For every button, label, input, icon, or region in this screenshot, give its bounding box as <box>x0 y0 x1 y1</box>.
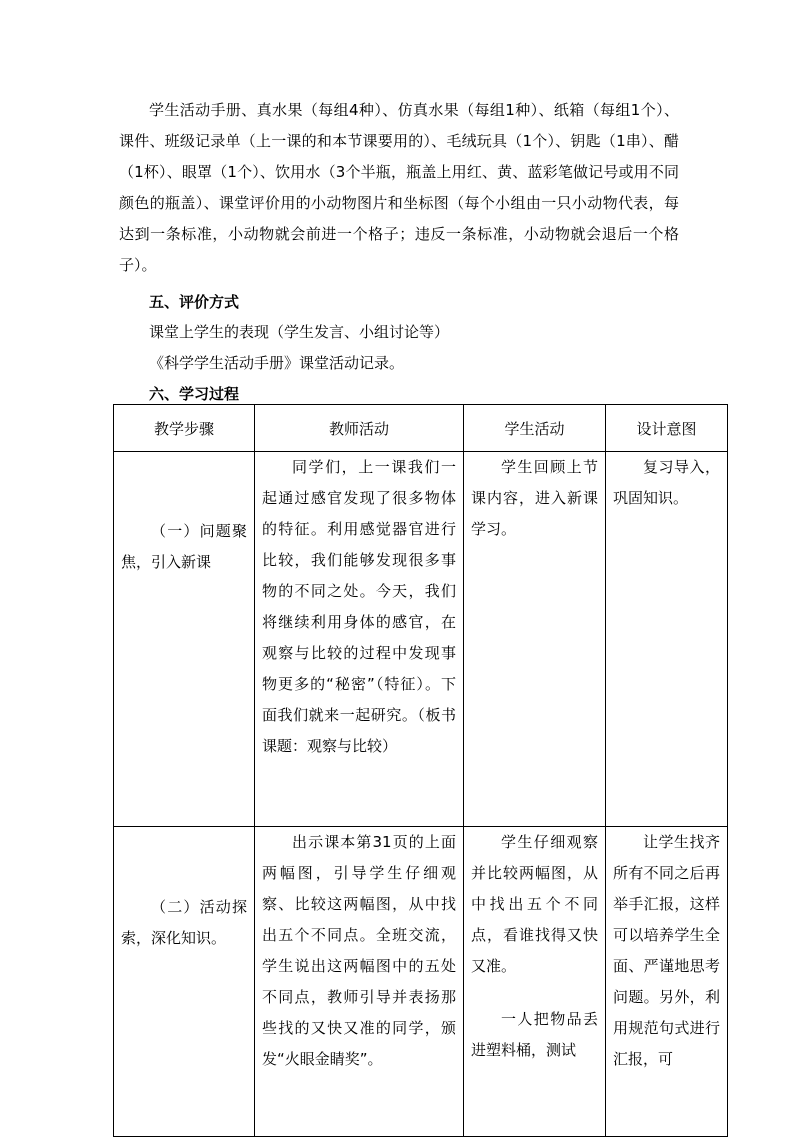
teacher-cell <box>255 452 464 827</box>
process-heading: 六、学习过程 <box>149 385 240 403</box>
intent-cell <box>606 452 728 827</box>
column-header-step: 教学步骤 <box>114 405 255 452</box>
step-text: （一）问题聚焦，引入新课 <box>121 522 247 571</box>
student-cell <box>464 827 606 1137</box>
step-text: （二）活动探索，深化知识。 <box>121 898 247 947</box>
evaluation-line-1: 课堂上学生的表现（学生发言、小组讨论等） <box>149 323 450 341</box>
intent-cell <box>606 827 728 1137</box>
column-header-student: 学生活动 <box>464 405 606 452</box>
student-activity-text: 学生回顾上节课内容，进入新课学习。 <box>471 458 598 538</box>
step-cell <box>114 827 255 1137</box>
step-cell <box>114 452 255 827</box>
teacher-activity-text: 同学们，上一课我们一起通过感官发现了很多物体的特征。利用感觉器官进行比较，我们能够发现很多事物的不同之处。今天，我们将继续利用身体的感官，在观察与比较的过程中发现事物更多的“秘密”（特征）。下面我们就来一起研究。（板书课题：观察与比较） <box>262 458 456 755</box>
design-intent-text: 让学生找齐所有不同之后再举手汇报，这样可以培养学生全面、严谨地思考问题。另外，利用规范句式进行汇报，可 <box>613 833 720 1068</box>
design-intent-text: 复习导入，巩固知识。 <box>613 458 720 507</box>
column-header-teacher: 教师活动 <box>255 405 464 452</box>
student-activity-text: 学生仔细观察并比较两幅图，从中找出五个不同点，看谁找得又快又准。 <box>471 833 598 975</box>
student-activity-text-continued: 一人把物品丢进塑料桶，测试 <box>471 1010 598 1059</box>
evaluation-heading: 五、评价方式 <box>149 293 240 311</box>
student-cell <box>464 452 606 827</box>
table-row <box>114 827 728 1137</box>
teacher-activity-text: 出示课本第31页的上面两幅图，引导学生仔细观察、比较这两幅图，从中找出五个不同点。全班交流，学生说出这两幅图中的五处不同点，教师引导并表扬那些找的又快又准的同学，颁发“火眼金睛奖”。 <box>262 833 456 1068</box>
teacher-cell <box>255 827 464 1137</box>
learning-process-table <box>113 404 728 1137</box>
table-row <box>114 452 728 827</box>
table-header-row <box>114 405 728 452</box>
materials-paragraph: 学生活动手册、真水果（每组4种）、仿真水果（每组1种）、纸箱（每组1个）、课件、班级记录单（上一课的和本节课要用的）、毛绒玩具（1个）、钥匙（1串）、醋（1杯）、眼罩（1个）、饮用水（3个半瓶，瓶盖上用红、黄、蓝彩笔做记号或用不同颜色的瓶盖）、课堂评价用的小动物图片和坐标图（每个小组由一只小动物代表，每达到一条标准，小动物就会前进一个格子；违反一条标准，小动物就会退后一个格子）。 <box>119 101 679 274</box>
evaluation-line-2: 《科学学生活动手册》课堂活动记录。 <box>149 354 405 372</box>
column-header-intent: 设计意图 <box>606 405 728 452</box>
